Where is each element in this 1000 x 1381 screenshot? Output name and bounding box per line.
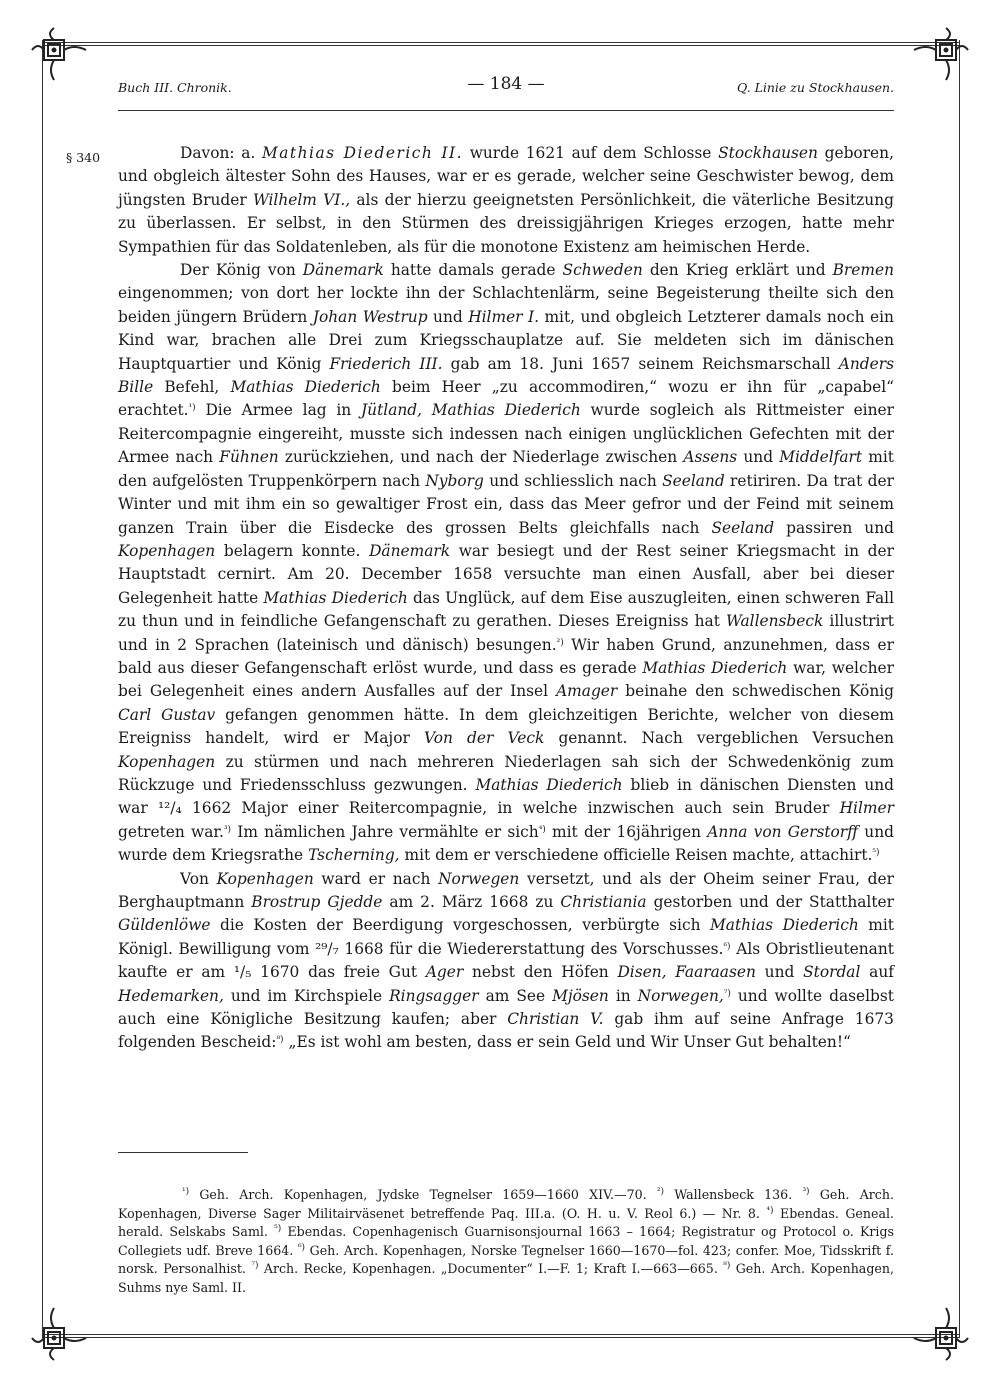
paragraph-2: Der König von Dänemark hatte damals gerade Schweden den Krieg erklärt und Bremen eingenommen; von dort her lockte ihn der Schlachtenlärm, seine Begeisterung theilte sich den beiden jüngern Brüdern Johan Westrup und Hilmer I. mit, und obgleich Letzterer damals noch ein Kind war, brachen alle Drei zum Kriegsschauplatze auf. Sie meldeten sich im dänischen Hauptquartier und König Friederich III. gab am 18. Juni 1657 seinem Reichsmarschall Anders Bille Befehl, Mathias Diederich beim Heer „zu accommodiren,“ wozu er ihn für „capabel“ erachtet.$^{^1)}$ Die Armee lag in Jütland, Mathias Diederich wurde sogleich als Rittmeister einer Reitercompagnie eingereiht, musste sich indessen nach einigen unglücklichen Gefechten mit der Armee nach Fühnen zurückziehen, und nach der Niederlage zwischen Assens und Middelfart mit den aufgelösten Truppenkörpern nach Nyborg und schliesslich nach Seeland retiriren. Da trat der Winter und mit ihm ein so gewaltiger Frost ein, dass das Meer gefror und der Feind mit seinem ganzen Train über die Eisdecke des grossen Belts gleichfalls nach Seeland passiren und Kopenhagen belagern konnte. Dänemark war besiegt und der Rest seiner Kriegsmacht in der Hauptstadt cernirt. Am 20. December 1658 versuchte man einen Ausfall, aber bei dieser Gelegenheit hatte Mathias Diederich das Unglück, auf dem Eise auszugleiten, einen schweren Fall zu thun und in feindliche Gefangenschaft zu gerathen. Dieses Ereigniss hat Wallensbeck illustrirt und in 2 Sprachen (lateinisch und dänisch) besungen.$^{^2)}$ Wir haben Grund, anzunehmen, dass er bald aus dieser Gefangenschaft erlöst wurde, und dass es gerade Mathias Diederich war, welcher bei Gelegenheit eines andern Ausfalles auf der Insel Amager beinahe den schwedischen König Carl Gustav gefangen genommen hätte. In dem gleichzeitigen Berichte, welcher von diesem Ereigniss handelt, wird er Major Von der Veck genannt. Nach vergeblichen Versuchen Kopenhagen zu stürmen und nach mehreren Niederlagen sah sich der Schwedenkönig zum Rückzuge und Friedensschluss gezwungen. Mathias Diederich blieb in dänischen Diensten und war ¹²/₄ 1662 Major einer Reitercompagnie, in welche inzwischen auch sein Bruder Hilmer getreten war.$^{^3)}$ Im nämlichen Jahre vermählte er sich$^{^4)}$ mit der 16jährigen Anna von Gerstorff und wurde dem Kriegsrathe Tscherning, mit dem er verschiedene officielle Reisen machte, attachirt.$^{^5)}$	[118, 261, 895, 865]
footnote-1: Geh. Arch. Kopenhagen, Jydske Tegnelser 1659—1660 XIV.—70.	[199, 1187, 647, 1202]
page-number: — 184 —	[467, 74, 545, 94]
person-name: Wilhelm VI.,	[252, 190, 351, 209]
footnote-ref: ⁵)	[872, 848, 880, 859]
header-right-title: Q. Linie zu Stockhausen.	[737, 80, 894, 95]
corner-ornament-top-left-icon	[26, 24, 90, 88]
footnotes: $^{^1)}$ Geh. Arch. Kopenhagen, Jydske Tegnelser 1659—1660 XIV.—70. $^{^2)}$ Wallensbeck 136. $^{^3)}$ Geh. Arch. Kopenhagen, Diverse Sager Militairväsenet betreffende Paq. III.a. (O. H. u. V. Reol 6.) — Nr. 8. $^{^4)}$ Ebendas. Geneal. herald. Selskabs Saml. $^{^5)}$ Ebendas. Copenhagenisch Guarnisonsjournal 1663 – 1664; Registratur og Protocol o. Krigs Collegiets udf. Breve 1664. $^{^6)}$ Geh. Arch. Kopenhagen, Norske Tegnelser 1660—1670—fol. 423; confer. Moe, Tidsskrift f. norsk. Personalhist. $^{^7)}$ Arch. Recke, Kopenhagen. „Documenter“ I.—F. 1; Kraft I.—663—665. $^{^8)}$ Geh. Arch. Kopenhagen, Suhms nye Saml. II.	[118, 1187, 894, 1295]
footnote-6: Geh. Arch. Kopenhagen, Norske Tegnelser 1660—1670—fol. 423; confer. Moe, Tidsskrift f. norsk. Personalhist.	[118, 1242, 894, 1276]
footnote-7: Arch. Recke, Kopenhagen. „Documenter“ I.—F. 1; Kraft I.—663—665.	[263, 1261, 718, 1276]
header-left-title: Buch III. Chronik.	[118, 80, 232, 95]
footnote-rule	[118, 1152, 248, 1153]
footnote-4: Ebendas. Geneal. herald. Selskabs Saml.	[118, 1205, 894, 1239]
frame-top-border	[42, 42, 960, 46]
footnote-8: Geh. Arch. Kopenhagen, Suhms nye Saml. II.	[118, 1261, 894, 1295]
main-text	[118, 142, 894, 1055]
footnote-ref: ⁶)	[723, 941, 731, 952]
paragraph-1: Davon: a. Mathias Diederich II. wurde 1621 auf dem Schlosse Stockhausen geboren, und obgleich ältester Sohn des Hauses, war er es gerade, welcher seine Geschwister bewog, dem jüngsten Bruder Wilhelm VI., als der hierzu geeignetsten Persönlichkeit, die väterliche Besitzung zu überlassen. Er selbst, in den Stürmen des dreissigjährigen Krieges erzogen, hatte mehr Sympathien für das Soldatenleben, als für die monotone Existenz am heimischen Herde.	[118, 144, 894, 256]
paragraph-3: Von Kopenhagen ward er nach Norwegen versetzt, und als der Oheim seiner Frau, der Berghauptmann Brostrup Gjedde am 2. März 1668 zu Christiania gestorben und der Statthalter Güldenlöwe die Kosten der Beerdigung vorgeschossen, verbürgte sich Mathias Diederich mit Königl. Bewilligung vom ²⁹/₇ 1668 für die Wiedererstattung des Vorschusses.$^{^6)}$ Als Obristlieutenant kaufte er am ¹/₅ 1670 das freie Gut Ager nebst den Höfen Disen, Faaraasen und Stordal auf Hedemarken, und im Kirchspiele Ringsagger am See Mjösen in Norwegen,$^{^7)}$ und wollte daselbst auch eine Königliche Besitzung kaufen; aber Christian V. gab ihm auf seine Anfrage 1673 folgenden Bescheid:$^{^8)}$ „Es ist wohl am besten, dass er sein Geld und Wir Unser Gut behalten!“	[118, 869, 894, 1052]
footnote-ref: ¹)	[188, 403, 196, 414]
frame-bottom-border	[42, 1334, 960, 1338]
footnote-ref: ²)	[556, 637, 564, 648]
footnote-ref: ⁸)	[276, 1035, 284, 1046]
footnote-ref: ⁴)	[538, 824, 546, 835]
running-header	[118, 74, 894, 98]
corner-ornament-bottom-left-icon	[26, 1300, 90, 1364]
section-marker: § 340	[66, 150, 101, 165]
person-name: Mathias Diederich II.	[261, 144, 464, 162]
footnote-3: Geh. Arch. Kopenhagen, Diverse Sager Militairväsenet betreffende Paq. III.a. (O. H. u. V. Reol 6.) — Nr. 8.	[118, 1187, 894, 1221]
header-rule	[118, 110, 894, 111]
place-name: Stockhausen	[718, 144, 818, 162]
corner-ornament-bottom-right-icon	[910, 1300, 974, 1364]
corner-ornament-top-right-icon	[910, 24, 974, 88]
footnote-ref: ⁷)	[723, 988, 731, 999]
footnote-5: Ebendas. Copenhagenisch Guarnisonsjournal 1663 – 1664; Registratur og Protocol o. Krigs Collegiets udf. Breve 1664.	[118, 1224, 894, 1258]
footnote-2: Wallensbeck 136.	[674, 1187, 793, 1202]
footnote-ref: ³)	[223, 824, 232, 835]
